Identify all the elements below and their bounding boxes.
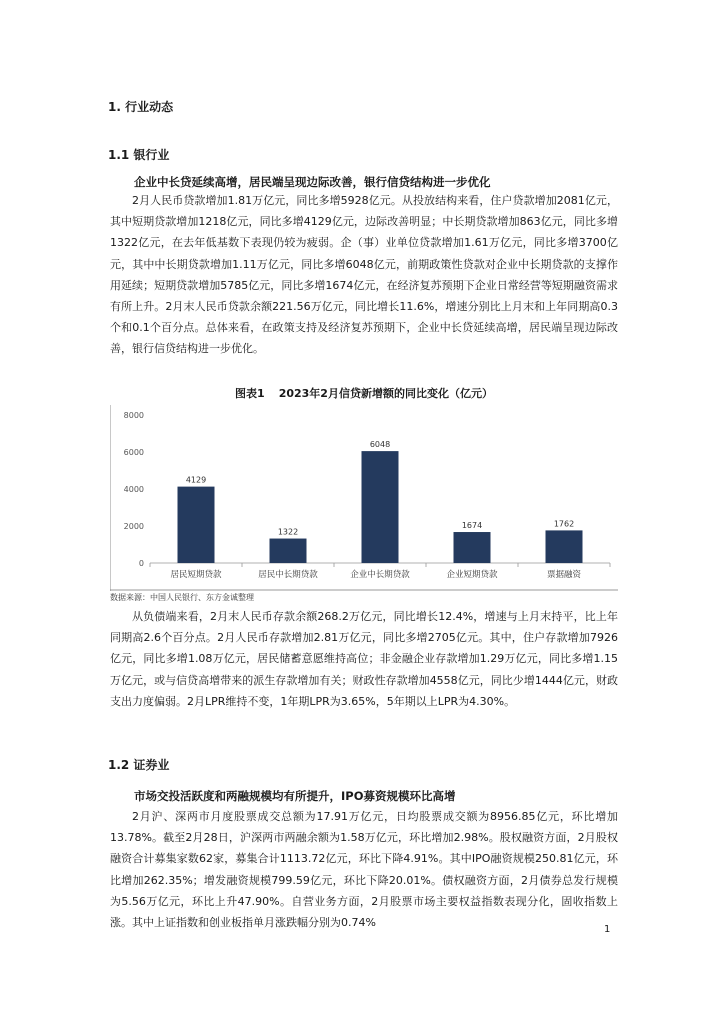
- category-label: 居民短期贷款: [170, 570, 222, 580]
- bar-value-label: 6048: [369, 440, 391, 450]
- page-number: 1: [604, 924, 611, 935]
- category-label: 企业中长期贷款: [350, 570, 410, 580]
- banking-subtitle: 企业中长贷延续高增，居民端呈现边际改善，银行信贷结构进一步优化: [134, 175, 491, 189]
- y-tick-label: 0: [138, 559, 144, 568]
- bar-value-label: 1762: [553, 519, 575, 529]
- banking-paragraph-2: 从负债端来看，2月末人民币存款余额268.2万亿元，同比增长12.4%，增速与上月末持平，比上年同期高2.6个百分点。2月人民币存款增加2.81万亿元，同比多增2705亿元。其中，住户存款增加7926亿元，同比多增1.08万亿元，居民储蓄意愿维持高位；非金融企业存款增加1.29万亿元，同比多增1.15万亿元，或与信贷高增带来的派生存款增加有关；财政性存款增加4558亿元，同比少增1444亿元，财政支出力度偏弱。2月LPR维持不变，1年期LPR为3.65%，5年期以上LPR为4.30%。: [110, 610, 618, 708]
- securities-paragraph-1: 2月沪、深两市月度股票成交总额为17.91万亿元，日均股票成交额为8956.85亿元，环比增加13.78%。截至2月28日，沪深两市两融余额为1.58万亿元，环比增加2.98%。股权融资方面，2月股权融资合计募集家数62家，募集合计1113.72亿元，环比下降4.91%。其中IPO融资规模250.81亿元，环比增加262.35%；增发融资规模799.59亿元，环比下降20.01%。债权融资方面，2月债券总发行规模为5.56万亿元，环比上升47.90%。自营业务方面，2月股票市场主要权益指数表现分化，固收指数上涨。其中上证指数和创业板指单月涨跌幅分别为0.74%: [110, 810, 618, 930]
- bar-4: [454, 532, 491, 563]
- category-label: 居民中长期贷款: [258, 570, 318, 580]
- figure-title: [110, 385, 618, 401]
- credit-bar-chart: [110, 405, 618, 591]
- section-heading-industry: 1. 行业动态: [108, 100, 174, 114]
- bar-5: [546, 530, 583, 563]
- section-heading-securities: 1.2 证券业: [108, 758, 170, 772]
- y-tick-label: 8000: [123, 411, 144, 420]
- y-tick-label: 6000: [123, 448, 144, 457]
- category-label: 企业短期贷款: [446, 570, 498, 580]
- bar-value-label: 4129: [185, 475, 207, 485]
- y-tick-label: 4000: [123, 485, 144, 494]
- bar-1: [178, 487, 215, 563]
- bar-3: [362, 451, 399, 563]
- securities-subtitle: 市场交投活跃度和两融规模均有所提升，IPO募资规模环比高增: [134, 789, 456, 803]
- category-label: 票据融资: [546, 570, 582, 580]
- y-tick-label: 2000: [123, 522, 144, 531]
- section-heading-banking: 1.1 银行业: [108, 148, 170, 162]
- figure-source: 数据来源：中国人民银行、东方金诚整理: [110, 593, 254, 602]
- figure-label: 图表1: [235, 387, 265, 400]
- bar-2: [270, 539, 307, 563]
- bar-value-label: 1322: [277, 527, 299, 537]
- banking-paragraph-1: 2月人民币贷款增加1.81万亿元，同比多增5928亿元。从投放结构来看，住户贷款增加2081亿元，其中短期贷款增加1218亿元，同比多增4129亿元，边际改善明显；中长期贷款增加863亿元，同比多增1322亿元，在去年低基数下表现仍较为疲弱。企（事）业单位贷款增加1.61万亿元，同比多增3700亿元，其中中长期贷款增加1.11万亿元，同比多增6048亿元，前期政策性贷款对企业中长期贷款的支撑作用延续；短期贷款增加5785亿元，同比多增1674亿元，在经济复苏预期下企业日常经营等短期融资需求有所上升。2月末人民币贷款余额221.56万亿元，同比增长11.6%，增速分别比上月末和上年同期高0.3个和0.1个百分点。总体来看，在政策支持及经济复苏预期下，企业中长贷延续高增，居民端呈现边际改善，银行信贷结构进一步优化。: [110, 194, 618, 356]
- bar-value-label: 1674: [461, 521, 483, 531]
- figure-caption: 2023年2月信贷新增额的同比变化（亿元）: [278, 387, 493, 400]
